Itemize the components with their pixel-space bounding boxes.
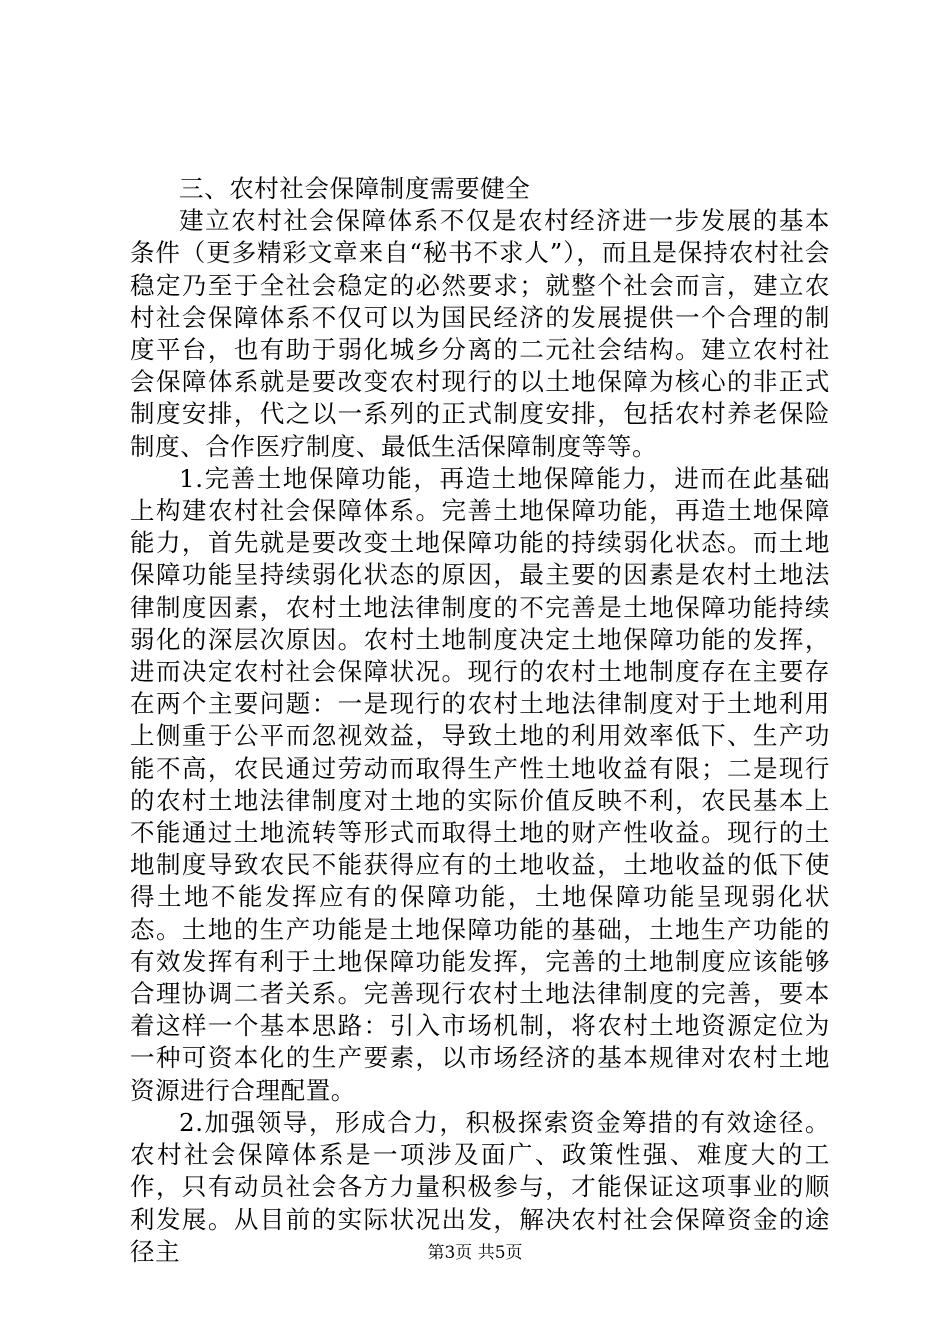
page-footer [0, 1242, 950, 1264]
paragraph-point-1: 1.完善土地保障功能，再造土地保障能力，进而在此基础上构建农村社会保障体系。完善土地保障功能，再造土地保障能力，首先就是要改变土地保障功能的持续弱化状态。而土地保障功能呈持续弱化状态的原因，最主要的因素是农村土地法律制度因素，农村土地法律制度的不完善是土地保障功能持续弱化的深层次原因。农村土地制度决定土地保障功能的发挥，进而决定农村社会保障状况。现行的农村土地制度存在主要存在两个主要问题：一是现行的农村土地法律制度对于土地利用上侧重于公平而忽视效益，导致土地的利用效率低下、生产功能不高，农民通过劳动而取得生产性土地收益有限；二是现行的农村土地法律制度对土地的实际价值反映不利，农民基本上不能通过土地流转等形式而取得土地的财产性收益。现行的土地制度导致农民不能获得应有的土地收益，土地收益的低下使得土地不能发挥应有的保障功能，土地保障功能呈现弱化状态。土地的生产功能是土地保障功能的基础，土地生产功能的有效发挥有利于土地保障功能发挥，完善的土地制度应该能够合理协调二者关系。完善现行农村土地法律制度的完善，要本着这样一个基本思路：引入市场机制，将农村土地资源定位为一种可资本化的生产要素，以市场经济的基本规律对农村土地资源进行合理配置。 [130, 463, 830, 1105]
document-body [130, 173, 830, 1268]
section-heading: 三、农村社会保障制度需要健全 [179, 174, 531, 203]
paragraph-intro: 建立农村社会保障体系不仅是农村经济进一步发展的基本条件（更多精彩文章来自“秘书不求人”），而且是保持农村社会稳定乃至于全社会稳定的必然要求；就整个社会而言，建立农村社会保障体系不仅可以为国民经济的发展提供一个合理的制度平台，也有助于弱化城乡分离的二元社会结构。建立农村社会保障体系就是要改变农村现行的以土地保障为核心的非正式制度安排，代之以一系列的正式制度安排，包括农村养老保险制度、合作医疗制度、最低生活保障制度等等。 [130, 206, 830, 461]
paragraph-point-2: 2.加强领导，形成合力，积极探索资金筹措的有效途径。农村社会保障体系是一项涉及面广、政策性强、难度大的工作，只有动员社会各方力量积极参与，才能保证这项事业的顺利发展。从目前的实际状况出发，解决农村社会保障资金的途径主 [130, 1107, 830, 1266]
page-number-label: 第3页 共5页 [427, 1243, 523, 1263]
